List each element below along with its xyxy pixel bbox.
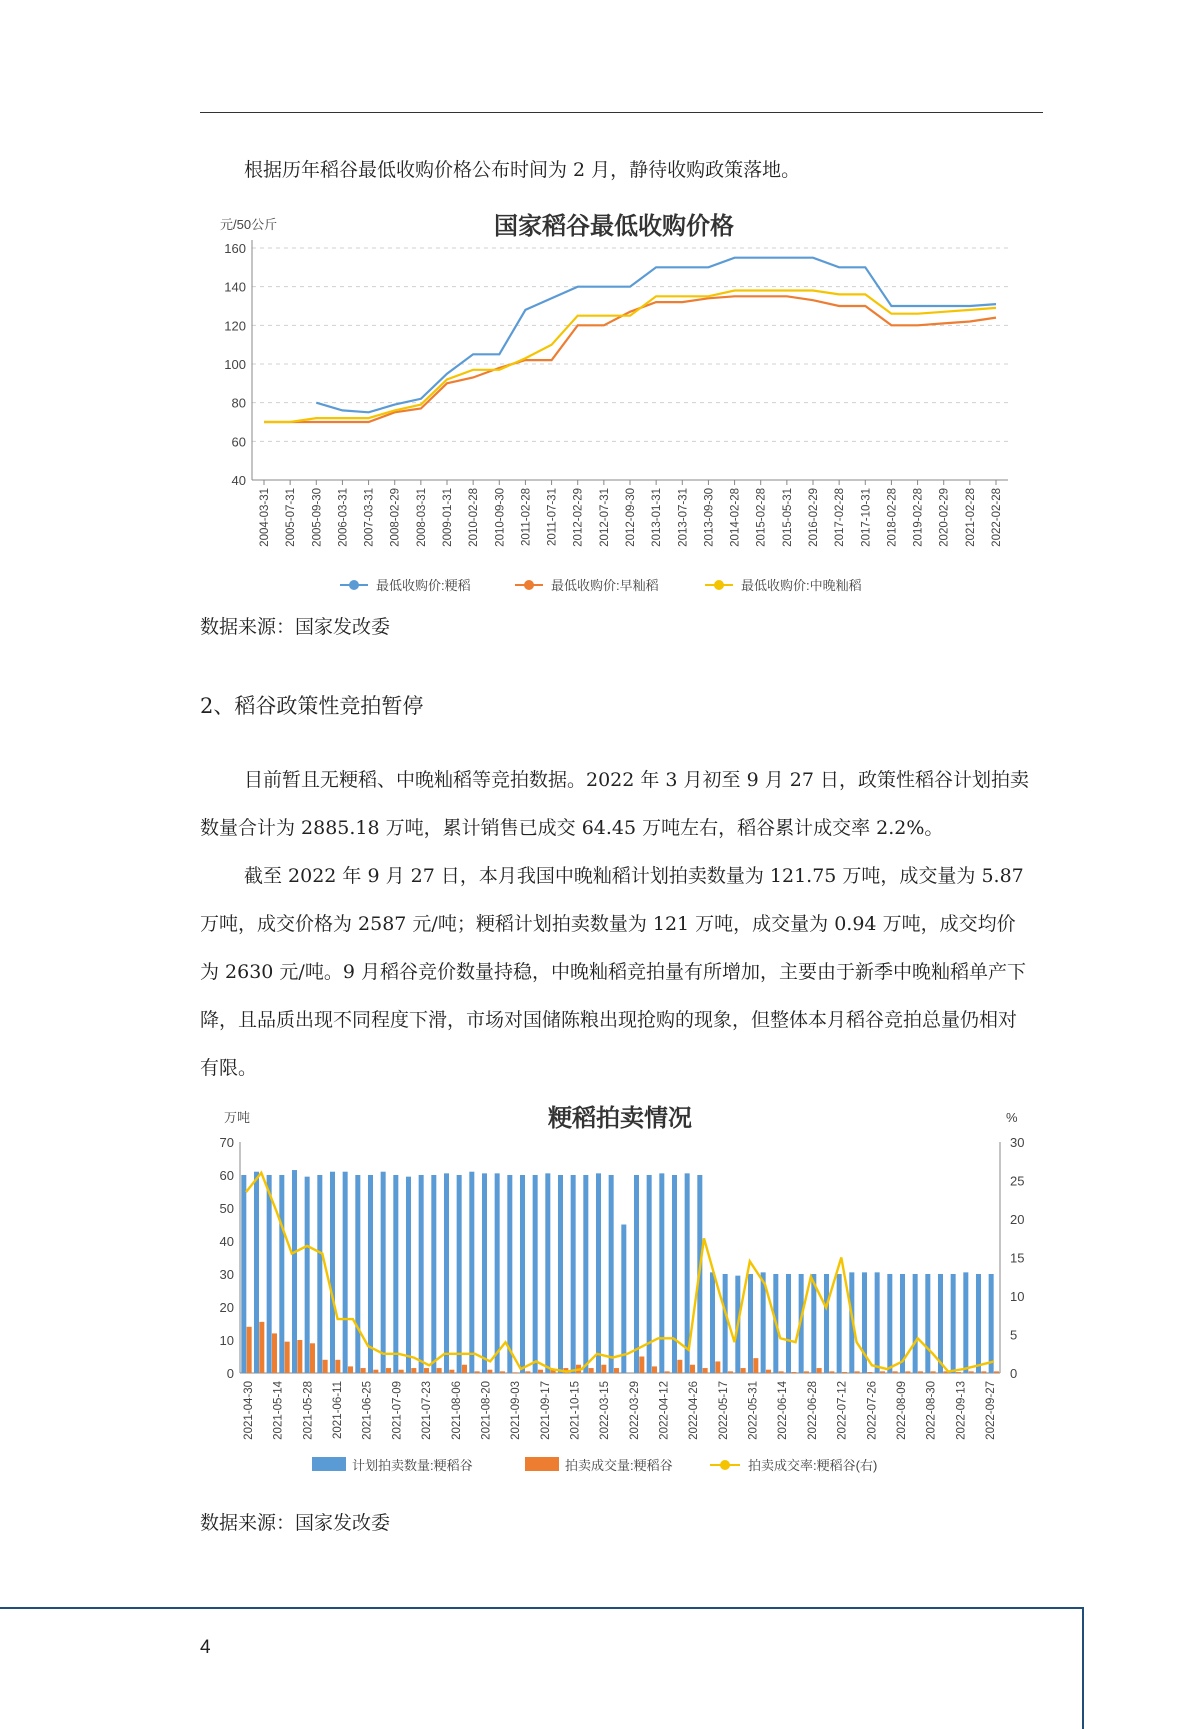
chart-japonica-auction [200, 1095, 1025, 1485]
bar-traded [867, 1372, 872, 1373]
x-tick-label: 2022-07-26 [866, 1381, 879, 1440]
bar-traded [981, 1371, 986, 1373]
bar-traded [487, 1370, 492, 1373]
x-tick-label: 2013-01-31 [651, 487, 664, 547]
bar-planned [748, 1274, 753, 1373]
bar-traded [348, 1366, 353, 1373]
x-tick-label: 2015-02-28 [755, 488, 768, 547]
bar-traded [766, 1370, 771, 1373]
data-source-2: 数据来源：国家发改委 [200, 1512, 391, 1534]
bar-planned [520, 1175, 525, 1373]
legend-swatch-dot [714, 580, 724, 590]
bar-traded [842, 1372, 847, 1373]
bar-planned [925, 1274, 930, 1373]
bar-planned [279, 1175, 284, 1373]
bar-planned [469, 1172, 474, 1373]
bar-traded [285, 1342, 290, 1373]
bar-planned [558, 1175, 563, 1373]
y-tick-label: 20 [219, 1300, 234, 1315]
x-tick-label: 2010-02-28 [468, 488, 481, 547]
bar-planned [824, 1274, 829, 1373]
y2-tick-label: 5 [1010, 1327, 1018, 1343]
y-tick-label: 30 [219, 1267, 234, 1282]
bar-planned [913, 1274, 918, 1373]
x-tick-label: 2022-06-28 [806, 1381, 819, 1440]
bar-planned [583, 1175, 588, 1373]
x-tick-label: 2021-06-25 [361, 1381, 374, 1440]
legend-swatch-traded [525, 1457, 559, 1471]
bar-traded [361, 1368, 366, 1373]
bar-planned [507, 1175, 512, 1373]
bar-traded [728, 1371, 733, 1373]
bar-planned [621, 1225, 626, 1374]
bar-planned [444, 1173, 449, 1373]
legend-label: 最低收购价:粳稻 [376, 578, 471, 593]
paragraph-auction-summary: 目前暂且无粳稻、中晚籼稻等竞拍数据。2022 年 3 月初至 9 月 27 日，政策性稻谷计划拍卖数量合计为 2885.18 万吨，累计销售已成交 64.45 万吨左右，稻谷累计成交率 2.2%。 [200, 769, 1029, 839]
x-tick-label: 2012-02-29 [572, 488, 585, 547]
x-tick-label: 2022-04-26 [688, 1381, 701, 1440]
x-tick-label: 2022-05-17 [717, 1381, 730, 1440]
bar-traded [437, 1368, 442, 1373]
x-tick-label: 2022-08-30 [925, 1381, 938, 1440]
y-tick-label: 140 [224, 279, 246, 295]
bar-planned [596, 1173, 601, 1373]
y2-tick-label: 25 [1010, 1173, 1025, 1189]
bar-planned [786, 1274, 791, 1373]
bar-traded [323, 1360, 328, 1373]
bar-planned [343, 1172, 348, 1373]
intro-paragraph: 根据历年稻谷最低收购价格公布时间为 2 月，静待收购政策落地。 [244, 159, 801, 181]
header-rule [200, 112, 1043, 113]
bar-traded [247, 1327, 252, 1373]
y-axis-label: 万吨 [224, 1110, 251, 1125]
bar-planned [963, 1272, 968, 1373]
bar-planned [659, 1173, 664, 1373]
y2-tick-label: 10 [1010, 1289, 1025, 1304]
bar-planned [545, 1173, 550, 1373]
bar-traded [918, 1371, 923, 1373]
bar-planned [317, 1175, 322, 1373]
bar-planned [951, 1274, 956, 1373]
paragraph-september-auction: 截至 2022 年 9 月 27 日，本月我国中晚籼稻计划拍卖数量为 121.75 万吨，成交量为 5.87 万吨，成交价格为 2587 元/吨；粳稻计划拍卖数量为 121 万吨，成交量为 0.94 万吨，成交均价为 2630 元/吨。9 月稻谷竞价数量持稳，中晚籼稻竞拍量有所增加，主要由于新季中晚籼稻单产下降，且品质出现不同程度下滑，市场对国储陈粮出现抢购的现象，但整体本月稻谷竞拍总量仍相对有限。 [200, 865, 1026, 1079]
bar-traded [373, 1370, 378, 1373]
x-tick-label: 2021-06-11 [332, 1381, 345, 1439]
bar-traded [741, 1368, 746, 1373]
x-tick-label: 2021-05-14 [272, 1381, 285, 1440]
x-tick-label: 2008-02-29 [389, 488, 402, 547]
y-tick-label: 70 [219, 1135, 234, 1150]
bar-traded [880, 1371, 885, 1373]
bar-traded [525, 1371, 530, 1373]
bar-planned [609, 1175, 614, 1373]
y-tick-label: 100 [224, 357, 246, 372]
y-tick-label: 60 [219, 1168, 234, 1183]
bar-planned [571, 1175, 576, 1373]
bar-traded [994, 1371, 999, 1373]
bar-traded [601, 1365, 606, 1373]
x-tick-label: 2022-04-12 [658, 1381, 671, 1440]
bar-traded [703, 1368, 708, 1373]
x-tick-label: 2022-09-13 [955, 1381, 968, 1440]
legend-label: 最低收购价:中晚籼稻 [741, 578, 862, 593]
x-tick-label: 2010-09-30 [494, 488, 507, 547]
x-tick-label: 2021-02-28 [964, 488, 977, 547]
legend-swatch-dot [524, 580, 534, 590]
x-tick-label: 2020-02-29 [938, 488, 951, 547]
x-tick-label: 2013-07-31 [677, 488, 690, 547]
bar-traded [449, 1370, 454, 1373]
bar-traded [424, 1368, 429, 1373]
bar-traded [715, 1361, 720, 1373]
bar-traded [589, 1368, 594, 1373]
bar-traded [500, 1371, 505, 1373]
bar-planned [457, 1175, 462, 1373]
x-tick-label: 2022-09-27 [985, 1381, 997, 1440]
y-tick-label: 10 [219, 1333, 234, 1348]
bar-traded [905, 1371, 910, 1373]
bar-traded [272, 1333, 277, 1373]
bar-planned [254, 1172, 259, 1373]
y-tick-label: 40 [219, 1234, 234, 1249]
bar-planned [241, 1175, 246, 1373]
bar-traded [411, 1368, 416, 1373]
bar-traded [665, 1371, 670, 1373]
bar-traded [855, 1371, 860, 1373]
x-tick-label: 2009-01-31 [442, 488, 454, 547]
x-tick-label: 2021-07-23 [421, 1381, 434, 1440]
bar-planned [976, 1274, 981, 1373]
x-tick-label: 2005-07-31 [285, 488, 298, 547]
chart-min-purchase-price [200, 200, 1020, 600]
legend-label: 计划拍卖数量:粳稻谷 [352, 1458, 473, 1473]
bar-traded [779, 1371, 784, 1373]
x-tick-label: 2011-02-28 [520, 488, 533, 546]
y2-axis-label: % [1006, 1110, 1018, 1125]
legend-swatch-planned [312, 1457, 346, 1471]
x-tick-label: 2012-09-30 [625, 488, 637, 547]
bar-planned [875, 1272, 880, 1373]
chart-min-purchase-price-svg [200, 200, 1020, 600]
bar-planned [887, 1274, 892, 1373]
y-tick-label: 80 [231, 395, 246, 411]
x-tick-label: 2014-02-28 [729, 488, 742, 547]
legend-swatch-dot [349, 580, 359, 590]
x-tick-label: 2013-09-30 [703, 488, 716, 547]
bar-planned [355, 1175, 360, 1373]
bar-planned [672, 1175, 677, 1373]
x-tick-label: 2022-03-29 [628, 1381, 641, 1440]
legend-label: 拍卖成交量:粳稻谷 [565, 1458, 673, 1473]
y-tick-label: 120 [224, 318, 246, 334]
bar-planned [634, 1175, 639, 1373]
x-tick-label: 2004-03-31 [259, 488, 271, 547]
bar-traded [690, 1365, 695, 1373]
bar-planned [381, 1172, 386, 1373]
bar-traded [652, 1366, 657, 1373]
bar-planned [393, 1175, 398, 1373]
x-tick-label: 2021-10-15 [569, 1381, 582, 1440]
section-heading-2: 2、稻谷政策性竞拍暂停 [200, 694, 424, 718]
bar-planned [368, 1175, 373, 1373]
y2-tick-label: 20 [1010, 1212, 1025, 1227]
x-tick-label: 2021-09-03 [510, 1381, 523, 1440]
legend-label: 最低收购价:早籼稻 [551, 578, 659, 593]
x-tick-label: 2019-02-28 [912, 488, 925, 547]
bar-traded [335, 1360, 340, 1373]
x-tick-label: 2022-07-12 [836, 1381, 849, 1440]
legend-label: 拍卖成交率:粳稻谷(右) [748, 1458, 878, 1473]
bar-traded [614, 1368, 619, 1373]
x-tick-label: 2011-07-31 [546, 488, 559, 546]
chart-title: 粳稻拍卖情况 [548, 1105, 692, 1132]
bar-planned [989, 1274, 994, 1373]
x-tick-label: 2021-07-09 [391, 1381, 404, 1440]
y-tick-label: 160 [224, 241, 246, 256]
x-tick-label: 2022-08-09 [895, 1381, 908, 1440]
y-tick-label: 40 [231, 473, 246, 488]
bar-planned [723, 1274, 728, 1373]
x-tick-label: 2007-03-31 [363, 488, 376, 547]
x-tick-label: 2018-02-28 [886, 488, 899, 547]
bar-planned [837, 1274, 842, 1373]
bar-planned [330, 1172, 335, 1373]
chart-title: 国家稻谷最低收购价格 [494, 213, 734, 240]
y-tick-label: 50 [219, 1201, 234, 1216]
x-tick-label: 2017-10-31 [860, 488, 873, 547]
bar-planned [267, 1175, 272, 1373]
legend-swatch-dot [720, 1460, 730, 1470]
x-tick-label: 2021-04-30 [243, 1381, 255, 1440]
series-line-0 [316, 258, 996, 413]
bar-traded [639, 1357, 644, 1374]
bar-planned [431, 1175, 436, 1373]
bar-traded [297, 1340, 302, 1373]
x-tick-label: 2017-02-28 [834, 488, 847, 547]
bar-planned [482, 1173, 487, 1373]
x-tick-label: 2012-07-31 [598, 488, 611, 547]
x-tick-label: 2021-09-17 [539, 1381, 552, 1440]
bar-traded [791, 1372, 796, 1373]
bar-traded [259, 1322, 264, 1373]
bar-traded [677, 1360, 682, 1373]
page-number: 4 [200, 1637, 211, 1658]
bar-traded [969, 1371, 974, 1373]
y-axis-label: 元/50公斤 [220, 217, 278, 232]
y2-tick-label: 0 [1010, 1366, 1018, 1381]
x-tick-label: 2021-05-28 [302, 1381, 315, 1440]
bar-traded [956, 1372, 961, 1373]
data-source-1: 数据来源：国家发改委 [200, 616, 391, 638]
bar-traded [386, 1368, 391, 1373]
bar-traded [462, 1365, 467, 1373]
x-tick-label: 2022-06-14 [777, 1381, 790, 1440]
bar-planned [533, 1175, 538, 1373]
chart-japonica-auction-svg [200, 1095, 1025, 1485]
bar-traded [829, 1371, 834, 1373]
y-tick-label: 60 [231, 434, 246, 450]
bar-traded [893, 1371, 898, 1373]
bar-traded [399, 1370, 404, 1373]
bar-traded [931, 1371, 936, 1373]
bar-traded [817, 1368, 822, 1373]
x-tick-label: 2022-05-31 [747, 1381, 760, 1440]
x-tick-label: 2022-02-28 [991, 488, 1003, 547]
bar-traded [310, 1343, 315, 1373]
x-tick-label: 2006-03-31 [337, 488, 350, 547]
bar-planned [305, 1177, 310, 1373]
bar-planned [292, 1170, 297, 1373]
x-tick-label: 2015-05-31 [781, 488, 794, 547]
bar-planned [406, 1177, 411, 1373]
x-tick-label: 2022-03-15 [599, 1381, 612, 1440]
y-tick-label: 0 [226, 1366, 234, 1381]
x-tick-label: 2016-02-29 [808, 488, 820, 547]
y2-tick-label: 30 [1010, 1135, 1025, 1150]
bar-traded [513, 1372, 518, 1373]
bar-traded [475, 1371, 480, 1373]
bar-planned [710, 1272, 715, 1373]
bar-traded [538, 1370, 543, 1373]
bar-planned [495, 1173, 500, 1373]
bar-planned [938, 1274, 943, 1373]
bar-traded [804, 1371, 809, 1373]
bar-traded [753, 1358, 758, 1373]
x-tick-label: 2021-08-20 [480, 1381, 493, 1440]
x-tick-label: 2008-03-31 [415, 488, 428, 547]
x-tick-label: 2005-09-30 [311, 488, 324, 547]
bar-planned [419, 1175, 424, 1373]
x-tick-label: 2021-08-06 [450, 1381, 463, 1440]
y2-tick-label: 15 [1010, 1250, 1025, 1266]
footer-frame [0, 1607, 1084, 1729]
